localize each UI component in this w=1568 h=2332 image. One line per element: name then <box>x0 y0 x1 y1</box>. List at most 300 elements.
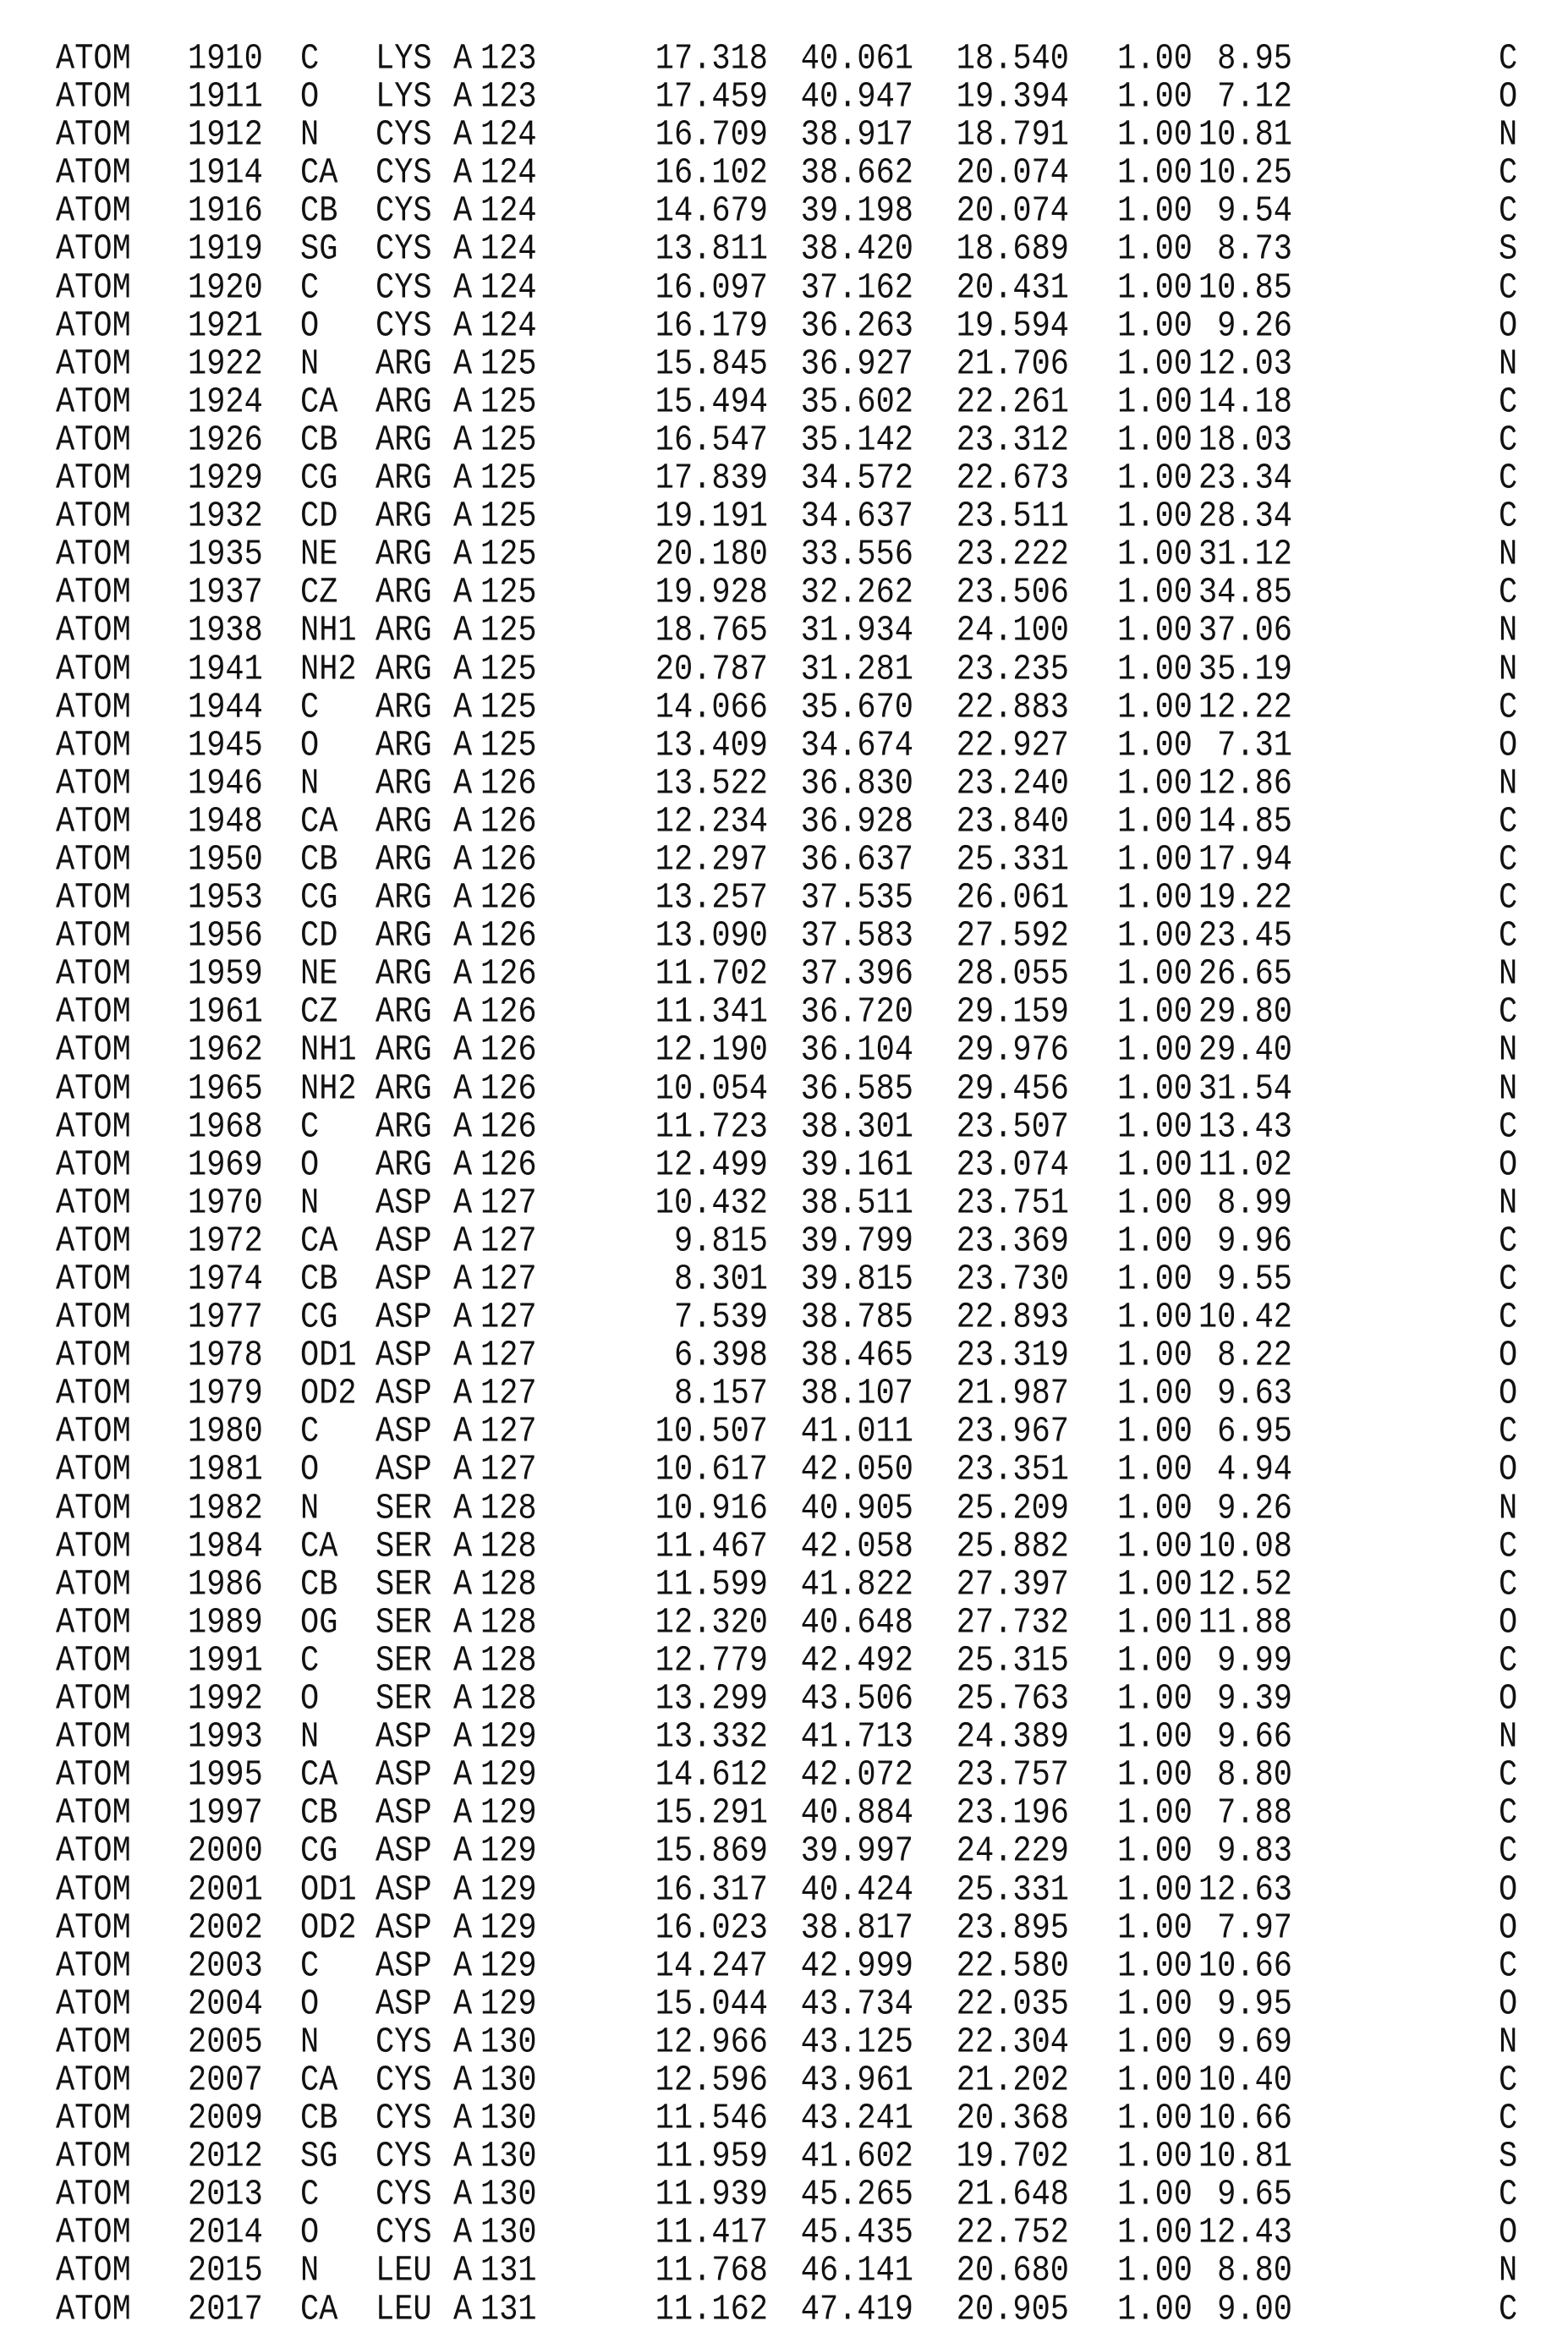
occupancy-cell: 1.00 <box>1117 2060 1192 2104</box>
record-cell: ATOM <box>56 420 131 464</box>
atom-name-cell: N <box>300 343 319 387</box>
serial-cell: 1984 <box>188 1525 263 1569</box>
residue-cell: CYS <box>376 2174 432 2218</box>
atom-name-cell: CG <box>300 1830 337 1874</box>
residue-number-cell: 128 <box>480 1678 537 1722</box>
y-cell: 39.161 <box>801 1144 913 1188</box>
element-cell: C <box>1499 915 1517 959</box>
serial-cell: 1965 <box>188 1067 263 1111</box>
occupancy-cell: 1.00 <box>1117 420 1192 464</box>
record-cell: ATOM <box>56 2136 131 2180</box>
b-factor-cell: 12.03 <box>1198 343 1292 387</box>
b-factor-cell: 8.73 <box>1217 228 1292 272</box>
chain-cell: A <box>453 2174 472 2218</box>
x-cell: 12.596 <box>655 2060 768 2104</box>
serial-cell: 1977 <box>188 1297 263 1341</box>
y-cell: 39.799 <box>801 1221 913 1265</box>
residue-cell: ASP <box>376 1373 432 1417</box>
residue-cell: ARG <box>376 496 432 540</box>
record-cell: ATOM <box>56 228 131 272</box>
residue-cell: ARG <box>376 648 432 692</box>
y-cell: 36.104 <box>801 1029 913 1073</box>
residue-number-cell: 126 <box>480 877 537 921</box>
atom-record-row <box>0 1299 1568 1337</box>
record-cell: ATOM <box>56 381 131 425</box>
occupancy-cell: 1.00 <box>1117 1221 1192 1265</box>
residue-cell: ASP <box>376 1411 432 1455</box>
record-cell: ATOM <box>56 2212 131 2256</box>
x-cell: 19.191 <box>655 496 768 540</box>
y-cell: 36.720 <box>801 991 913 1035</box>
residue-cell: ASP <box>376 1830 432 1874</box>
atom-record-row <box>0 651 1568 689</box>
chain-cell: A <box>453 1601 472 1645</box>
serial-cell: 2004 <box>188 1983 263 2027</box>
occupancy-cell: 1.00 <box>1117 305 1192 348</box>
atom-name-cell: O <box>300 1144 319 1188</box>
atom-name-cell: CA <box>300 1754 337 1798</box>
serial-cell: 2009 <box>188 2098 263 2142</box>
y-cell: 38.511 <box>801 1182 913 1226</box>
serial-cell: 1935 <box>188 534 263 578</box>
x-cell: 11.768 <box>655 2250 768 2294</box>
serial-cell: 1914 <box>188 152 263 196</box>
chain-cell: A <box>453 2136 472 2180</box>
residue-cell: ASP <box>376 1868 432 1912</box>
atom-record-row <box>0 1147 1568 1185</box>
residue-number-cell: 125 <box>480 343 537 387</box>
z-cell: 27.397 <box>957 1563 1069 1607</box>
chain-cell: A <box>453 2022 472 2066</box>
atom-name-cell: CD <box>300 915 337 959</box>
atom-record-row <box>0 2062 1568 2100</box>
atom-record-row <box>0 765 1568 804</box>
occupancy-cell: 1.00 <box>1117 1106 1192 1150</box>
element-cell: N <box>1499 648 1517 692</box>
element-cell: N <box>1499 1182 1517 1226</box>
b-factor-cell: 34.85 <box>1198 572 1292 616</box>
element-cell: C <box>1499 1640 1517 1684</box>
b-factor-cell: 29.40 <box>1198 1029 1292 1073</box>
residue-number-cell: 129 <box>480 1830 537 1874</box>
record-cell: ATOM <box>56 1640 131 1684</box>
x-cell: 7.539 <box>674 1297 768 1341</box>
b-factor-cell: 8.22 <box>1217 1335 1292 1379</box>
record-cell: ATOM <box>56 762 131 806</box>
y-cell: 37.396 <box>801 953 913 997</box>
record-cell: ATOM <box>56 1067 131 1111</box>
residue-cell: ASP <box>376 1449 432 1493</box>
y-cell: 43.734 <box>801 1983 913 2027</box>
record-cell: ATOM <box>56 991 131 1035</box>
y-cell: 43.125 <box>801 2022 913 2066</box>
y-cell: 32.262 <box>801 572 913 616</box>
residue-number-cell: 125 <box>480 724 537 768</box>
residue-cell: ASP <box>376 1716 432 1760</box>
atom-record-row <box>0 117 1568 155</box>
z-cell: 25.763 <box>957 1678 1069 1722</box>
b-factor-cell: 12.86 <box>1198 762 1292 806</box>
element-cell: C <box>1499 266 1517 310</box>
occupancy-cell: 1.00 <box>1117 1259 1192 1303</box>
residue-number-cell: 128 <box>480 1640 537 1684</box>
residue-cell: ASP <box>376 1335 432 1379</box>
residue-number-cell: 129 <box>480 1792 537 1836</box>
y-cell: 36.927 <box>801 343 913 387</box>
b-factor-cell: 14.85 <box>1198 801 1292 845</box>
residue-cell: ARG <box>376 572 432 616</box>
residue-cell: ARG <box>376 839 432 883</box>
b-factor-cell: 13.43 <box>1198 1106 1292 1150</box>
atom-name-cell: CZ <box>300 991 337 1035</box>
occupancy-cell: 1.00 <box>1117 1297 1192 1341</box>
atom-record-row <box>0 1643 1568 1681</box>
z-cell: 23.730 <box>957 1259 1069 1303</box>
record-cell: ATOM <box>56 1983 131 2027</box>
occupancy-cell: 1.00 <box>1117 724 1192 768</box>
y-cell: 42.058 <box>801 1525 913 1569</box>
b-factor-cell: 23.34 <box>1198 458 1292 502</box>
chain-cell: A <box>453 2060 472 2104</box>
occupancy-cell: 1.00 <box>1117 572 1192 616</box>
y-cell: 43.241 <box>801 2098 913 2142</box>
residue-number-cell: 126 <box>480 1029 537 1073</box>
serial-cell: 1941 <box>188 648 263 692</box>
z-cell: 23.895 <box>957 1907 1069 1951</box>
atom-record-row <box>0 1719 1568 1757</box>
atom-name-cell: C <box>300 1106 319 1150</box>
residue-number-cell: 127 <box>480 1373 537 1417</box>
atom-record-row <box>0 1757 1568 1795</box>
serial-cell: 1992 <box>188 1678 263 1722</box>
residue-cell: ASP <box>376 1221 432 1265</box>
x-cell: 16.023 <box>655 1907 768 1951</box>
y-cell: 40.424 <box>801 1868 913 1912</box>
residue-cell: ARG <box>376 762 432 806</box>
residue-number-cell: 125 <box>480 534 537 578</box>
y-cell: 41.822 <box>801 1563 913 1607</box>
serial-cell: 2017 <box>188 2288 263 2332</box>
residue-cell: ASP <box>376 1754 432 1798</box>
record-cell: ATOM <box>56 1259 131 1303</box>
residue-cell: LEU <box>376 2250 432 2294</box>
x-cell: 12.499 <box>655 1144 768 1188</box>
x-cell: 12.234 <box>655 801 768 845</box>
residue-number-cell: 123 <box>480 38 537 82</box>
residue-cell: ARG <box>376 343 432 387</box>
chain-cell: A <box>453 2288 472 2332</box>
y-cell: 42.492 <box>801 1640 913 1684</box>
record-cell: ATOM <box>56 1830 131 1874</box>
chain-cell: A <box>453 648 472 692</box>
residue-number-cell: 127 <box>480 1449 537 1493</box>
occupancy-cell: 1.00 <box>1117 152 1192 196</box>
y-cell: 42.050 <box>801 1449 913 1493</box>
atom-record-row <box>0 1451 1568 1490</box>
residue-cell: ASP <box>376 1983 432 2027</box>
residue-cell: ARG <box>376 724 432 768</box>
atom-record-row <box>0 1986 1568 2024</box>
z-cell: 23.751 <box>957 1182 1069 1226</box>
b-factor-cell: 9.26 <box>1217 305 1292 348</box>
serial-cell: 1968 <box>188 1106 263 1150</box>
element-cell: C <box>1499 991 1517 1035</box>
x-cell: 10.432 <box>655 1182 768 1226</box>
occupancy-cell: 1.00 <box>1117 1830 1192 1874</box>
residue-number-cell: 131 <box>480 2288 537 2332</box>
record-cell: ATOM <box>56 1792 131 1836</box>
element-cell: C <box>1499 1945 1517 1989</box>
residue-number-cell: 130 <box>480 2060 537 2104</box>
y-cell: 41.713 <box>801 1716 913 1760</box>
occupancy-cell: 1.00 <box>1117 190 1192 234</box>
element-cell: N <box>1499 953 1517 997</box>
z-cell: 21.648 <box>957 2174 1069 2218</box>
x-cell: 17.839 <box>655 458 768 502</box>
atom-name-cell: OD2 <box>300 1373 357 1417</box>
atom-record-row <box>0 1910 1568 1948</box>
atom-record-row <box>0 1833 1568 1871</box>
b-factor-cell: 18.03 <box>1198 420 1292 464</box>
occupancy-cell: 1.00 <box>1117 2212 1192 2256</box>
residue-cell: ARG <box>376 991 432 1035</box>
occupancy-cell: 1.00 <box>1117 686 1192 730</box>
chain-cell: A <box>453 1449 472 1493</box>
z-cell: 23.369 <box>957 1221 1069 1265</box>
y-cell: 40.061 <box>801 38 913 82</box>
y-cell: 36.637 <box>801 839 913 883</box>
y-cell: 35.142 <box>801 420 913 464</box>
x-cell: 11.467 <box>655 1525 768 1569</box>
element-cell: C <box>1499 458 1517 502</box>
occupancy-cell: 1.00 <box>1117 1411 1192 1455</box>
record-cell: ATOM <box>56 801 131 845</box>
b-factor-cell: 7.31 <box>1217 724 1292 768</box>
element-cell: C <box>1499 1106 1517 1150</box>
element-cell: C <box>1499 381 1517 425</box>
occupancy-cell: 1.00 <box>1117 1716 1192 1760</box>
residue-number-cell: 125 <box>480 572 537 616</box>
serial-cell: 1974 <box>188 1259 263 1303</box>
atom-name-cell: CA <box>300 1221 337 1265</box>
b-factor-cell: 7.88 <box>1217 1792 1292 1836</box>
b-factor-cell: 9.96 <box>1217 1221 1292 1265</box>
x-cell: 13.811 <box>655 228 768 272</box>
serial-cell: 2014 <box>188 2212 263 2256</box>
chain-cell: A <box>453 1182 472 1226</box>
atom-name-cell: OG <box>300 1601 337 1645</box>
b-factor-cell: 9.65 <box>1217 2174 1292 2218</box>
serial-cell: 1993 <box>188 1716 263 1760</box>
chain-cell: A <box>453 839 472 883</box>
residue-number-cell: 129 <box>480 1868 537 1912</box>
atom-record-row <box>0 2024 1568 2062</box>
residue-number-cell: 124 <box>480 228 537 272</box>
chain-cell: A <box>453 420 472 464</box>
b-factor-cell: 10.08 <box>1198 1525 1292 1569</box>
serial-cell: 1938 <box>188 610 263 654</box>
element-cell: O <box>1499 724 1517 768</box>
occupancy-cell: 1.00 <box>1117 534 1192 578</box>
atom-record-row <box>0 270 1568 308</box>
z-cell: 22.304 <box>957 2022 1069 2066</box>
x-cell: 8.301 <box>674 1259 768 1303</box>
atom-record-row <box>0 1795 1568 1833</box>
b-factor-cell: 9.00 <box>1217 2288 1292 2332</box>
x-cell: 15.869 <box>655 1830 768 1874</box>
z-cell: 24.389 <box>957 1716 1069 1760</box>
occupancy-cell: 1.00 <box>1117 2174 1192 2218</box>
record-cell: ATOM <box>56 534 131 578</box>
atom-record-row <box>0 727 1568 765</box>
occupancy-cell: 1.00 <box>1117 1449 1192 1493</box>
x-cell: 20.180 <box>655 534 768 578</box>
record-cell: ATOM <box>56 1297 131 1341</box>
b-factor-cell: 9.69 <box>1217 2022 1292 2066</box>
residue-number-cell: 126 <box>480 1067 537 1111</box>
element-cell: O <box>1499 2212 1517 2256</box>
x-cell: 11.162 <box>655 2288 768 2332</box>
y-cell: 34.572 <box>801 458 913 502</box>
serial-cell: 1970 <box>188 1182 263 1226</box>
z-cell: 22.752 <box>957 2212 1069 2256</box>
y-cell: 34.674 <box>801 724 913 768</box>
chain-cell: A <box>453 534 472 578</box>
z-cell: 20.680 <box>957 2250 1069 2294</box>
element-cell: C <box>1499 2174 1517 2218</box>
occupancy-cell: 1.00 <box>1117 38 1192 82</box>
chain-cell: A <box>453 572 472 616</box>
y-cell: 35.670 <box>801 686 913 730</box>
b-factor-cell: 10.81 <box>1198 114 1292 158</box>
atom-name-cell: CB <box>300 420 337 464</box>
chain-cell: A <box>453 1907 472 1951</box>
chain-cell: A <box>453 1792 472 1836</box>
atom-record-row <box>0 842 1568 880</box>
record-cell: ATOM <box>56 2250 131 2294</box>
residue-number-cell: 124 <box>480 266 537 310</box>
serial-cell: 1986 <box>188 1563 263 1607</box>
chain-cell: A <box>453 1754 472 1798</box>
z-cell: 22.927 <box>957 724 1069 768</box>
residue-number-cell: 124 <box>480 190 537 234</box>
x-cell: 18.765 <box>655 610 768 654</box>
atom-name-cell: CA <box>300 2060 337 2104</box>
record-cell: ATOM <box>56 1678 131 1722</box>
chain-cell: A <box>453 1868 472 1912</box>
z-cell: 25.331 <box>957 1868 1069 1912</box>
residue-cell: CYS <box>376 305 432 348</box>
chain-cell: A <box>453 877 472 921</box>
atom-name-cell: O <box>300 76 319 120</box>
record-cell: ATOM <box>56 1716 131 1760</box>
y-cell: 38.420 <box>801 228 913 272</box>
residue-number-cell: 128 <box>480 1563 537 1607</box>
atom-name-cell: N <box>300 1182 319 1226</box>
element-cell: C <box>1499 2288 1517 2332</box>
occupancy-cell: 1.00 <box>1117 1792 1192 1836</box>
serial-cell: 1982 <box>188 1487 263 1531</box>
residue-number-cell: 131 <box>480 2250 537 2294</box>
chain-cell: A <box>453 1067 472 1111</box>
x-cell: 16.179 <box>655 305 768 348</box>
record-cell: ATOM <box>56 2174 131 2218</box>
serial-cell: 1962 <box>188 1029 263 1073</box>
serial-cell: 1961 <box>188 991 263 1035</box>
chain-cell: A <box>453 1144 472 1188</box>
residue-cell: ARG <box>376 953 432 997</box>
atom-name-cell: SG <box>300 228 337 272</box>
serial-cell: 1945 <box>188 724 263 768</box>
atom-name-cell: CB <box>300 839 337 883</box>
atom-record-row <box>0 1948 1568 1986</box>
residue-number-cell: 124 <box>480 114 537 158</box>
serial-cell: 1946 <box>188 762 263 806</box>
record-cell: ATOM <box>56 877 131 921</box>
z-cell: 20.905 <box>957 2288 1069 2332</box>
z-cell: 18.689 <box>957 228 1069 272</box>
atom-name-cell: C <box>300 686 319 730</box>
chain-cell: A <box>453 610 472 654</box>
y-cell: 33.556 <box>801 534 913 578</box>
element-cell: N <box>1499 610 1517 654</box>
x-cell: 8.157 <box>674 1373 768 1417</box>
x-cell: 15.291 <box>655 1792 768 1836</box>
record-cell: ATOM <box>56 1945 131 1989</box>
element-cell: O <box>1499 1678 1517 1722</box>
residue-number-cell: 124 <box>480 305 537 348</box>
residue-cell: CYS <box>376 2060 432 2104</box>
record-cell: ATOM <box>56 953 131 997</box>
atom-name-cell: C <box>300 1640 319 1684</box>
residue-number-cell: 130 <box>480 2212 537 2256</box>
x-cell: 13.409 <box>655 724 768 768</box>
atom-record-row <box>0 2138 1568 2176</box>
z-cell: 21.706 <box>957 343 1069 387</box>
chain-cell: A <box>453 2212 472 2256</box>
x-cell: 17.459 <box>655 76 768 120</box>
occupancy-cell: 1.00 <box>1117 1678 1192 1722</box>
y-cell: 31.281 <box>801 648 913 692</box>
b-factor-cell: 31.54 <box>1198 1067 1292 1111</box>
residue-number-cell: 129 <box>480 1716 537 1760</box>
x-cell: 15.044 <box>655 1983 768 2027</box>
residue-cell: ARG <box>376 686 432 730</box>
occupancy-cell: 1.00 <box>1117 1029 1192 1073</box>
b-factor-cell: 12.22 <box>1198 686 1292 730</box>
record-cell: ATOM <box>56 76 131 120</box>
z-cell: 23.312 <box>957 420 1069 464</box>
residue-cell: SER <box>376 1640 432 1684</box>
residue-number-cell: 127 <box>480 1335 537 1379</box>
occupancy-cell: 1.00 <box>1117 1754 1192 1798</box>
z-cell: 20.431 <box>957 266 1069 310</box>
occupancy-cell: 1.00 <box>1117 762 1192 806</box>
serial-cell: 1948 <box>188 801 263 845</box>
residue-number-cell: 127 <box>480 1182 537 1226</box>
element-cell: C <box>1499 420 1517 464</box>
atom-record-row <box>0 231 1568 269</box>
occupancy-cell: 1.00 <box>1117 1640 1192 1684</box>
serial-cell: 1969 <box>188 1144 263 1188</box>
chain-cell: A <box>453 686 472 730</box>
serial-cell: 2001 <box>188 1868 263 1912</box>
serial-cell: 1991 <box>188 1640 263 1684</box>
element-cell: C <box>1499 1754 1517 1798</box>
residue-cell: CYS <box>376 2136 432 2180</box>
b-factor-cell: 4.94 <box>1217 1449 1292 1493</box>
chain-cell: A <box>453 1830 472 1874</box>
